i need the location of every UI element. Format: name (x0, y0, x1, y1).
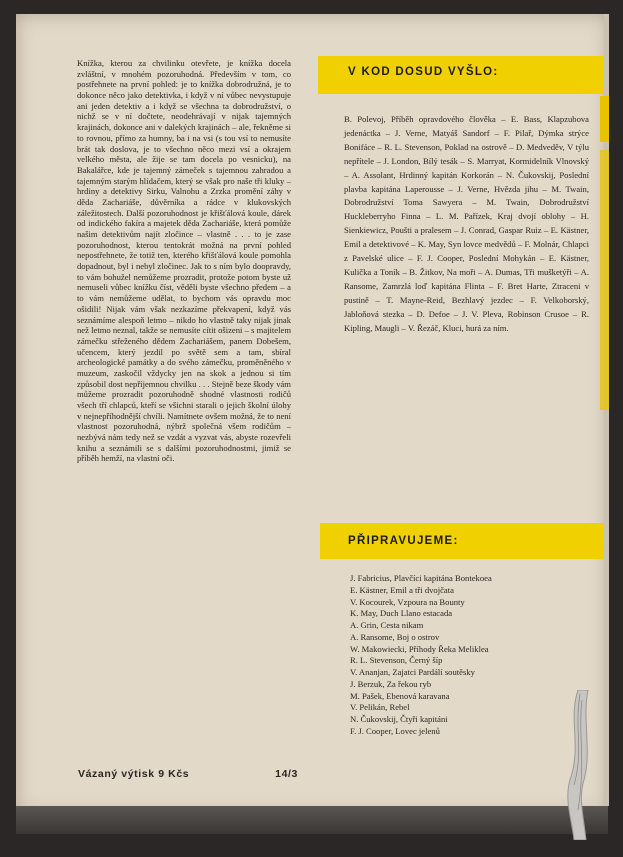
catalog-code: 14/3 (275, 768, 298, 780)
upcoming-heading: PŘIPRAVUJEME: (348, 535, 459, 547)
list-item: J. Fabricius, Plavčíci kapitána Bontekoea (350, 573, 492, 583)
yellow-tab (600, 150, 609, 410)
published-list (344, 113, 589, 336)
upcoming-list (350, 573, 595, 738)
binding-price: Vázaný výtisk 9 Kčs (78, 768, 190, 780)
list-item: R. L. Stevenson, Černý šíp (350, 655, 443, 666)
book-description (77, 58, 291, 464)
bookmark-ribbon (560, 690, 596, 840)
list-item: F. J. Cooper, Lovec jelenů (350, 725, 440, 736)
list-item: V. Kocourek, Vzpoura na Bounty (350, 596, 465, 607)
list-item: E. Kästner, Emil a tři dvojčata (350, 584, 454, 595)
list-item: A. Ransome, Boj o ostrov (350, 631, 440, 642)
list-item: V. Ananjan, Zajatci Pardálí soutěsky (350, 667, 475, 677)
list-item: K. May, Duch Llano estacada (350, 608, 453, 619)
spine-strip (16, 806, 608, 834)
price-footer (78, 768, 298, 780)
published-heading: V KOD DOSUD VYŠLO: (348, 66, 499, 78)
list-item: V. Pelikán, Rebel (350, 702, 410, 713)
list-item: M. Pašek, Ebenová karavana (350, 690, 450, 701)
upcoming-heading-banner (320, 523, 604, 559)
published-heading-banner (318, 56, 604, 94)
list-item: J. Berzuk, Za řekou ryb (350, 678, 432, 689)
list-item: W. Makowiecki, Příhody Řeka Meliklea (350, 643, 489, 654)
list-item: N. Čukovskij, Čtyři kapitáni (350, 714, 448, 724)
description-paragraph: Knížka, kterou za chvilinku otevřete, je knížka docela zvláštní, v mnohém pozoruhodná. Především v tom, co postřehnete na první pohled: je to knížka dobrodružná, je to dokonce něco jako detektivka, i když v ní vůbec nevystupuje ani jeden detektiv a i když se všechna ta dobrodružství, o nichž se v ní dočtete, neodehrávají v nijak tajemných krajinách, dokonce ani v dalekých krajinách – ale, řekněme si to rovnou, přímo za humny, ba i na vsi (s tou vsí to nemusíte brát tak doslova, je to všechno něco mezi vsí a okrajem velkého města, ale žije se tam docela po vesnicku), na Bakalářce, kde je tajemný zámeček s tajemnou zahradou a tajemným starým hlídačem, který se však pro naše tři kluky – hrdiny a detektivy Sirku, Valnohu a Zrzka promění záhy v děda Zachariáše, důvěrníka a rádce v klukovských záležitostech. Další pozoruhodnost je křišťálová koule, dárek od indického fakíra a majetek děda Zachariáše, která pomůže našim detektivům najít zločince – vlastně . . . to je zase pozoruhodnost, kterou tentokrát možná na první pohled nepostřehnete, že totiž ten, kterého křišťálová koule pomohla dopadnout, byl i nebyl zločinec. Jak to s ním bylo doopravdy, to vám bohužel nemůžeme prozradit, protože potom byste už nemuseli vůbec knížku číst, věděli byste všechno předem – a to vám nemůžeme udělat, to bychom vás opravdu moc ošidili! Nijak vám však nezkazíme překvapení, když vás seznámíme alespoň letmo – nikdo ho vlastně taky nijak jinak než letmo neznal, takže se nemusíte cítit ošizeni – s majitelem zámečku střeženého dědem Zachariášem, panem Dobešem, učencem, který jezdil po světě sem a tam, sbíral archeologické památky a do svého zámečku, proměněného v muzeum, zaskočil vždycky jen na skok a jednou si tím způsobil dost nepříjemnou chvilku . . . Stejně beze škody vám můžeme prozradit pozoruhodně shodné vlastnosti rodičů všech tří chlapců, kteří se všichni starali o jejich školní úlohy v nejnepříhodnější chvíli. Namítnete ovšem možná, že to není vlastnost pozoruhodná, nýbrž společná všem rodičům – nezbývá nám tedy než se vzdát a vyzvat vás, abyste rozevřeli knihu a seznámili se s dalšími pozoruhodnostmi, jimiž se příběh hemží, na vlastní oči. (77, 58, 291, 464)
published-text: B. Polevoj, Příběh opravdového člověka – E. Bass, Klapzubova jedenáctka – J. Verne, Matyáš Sandorf – F. Pilař, Dýmka strýce Bonifáce – R. L. Stevenson, Poklad na ostrově – D. Medveděv, V týlu nepřítele – J. London, Bílý tesák – S. Marryat, Kormidelník Vlnovský – A. Assolant, Hrdinný kapitán Korkorán – N. Čukovskij, Poslední plavba kapitána Laperousse – J. Verne, Hvězda jihu – M. Twain, Dobrodružství Toma Sawyera – M. Twain, Dobrodružství Huckleberryho Finna – L. M. Pařízek, Kraj dvojí oblohy – H. Sienkiewicz, Poušti a pralesem – J. Conrad, Gaspar Ruiz – E. Kästner, Emil a detektivové – K. May, Syn lovce medvědů – F. Molnár, Chlapci z Pavelské ulice – F. J. Cooper, Poslední Mohykán – E. Kästner, Kulička a Toník – B. Žitkov, Na moři – A. Dumas, Tři mušketýři – A. Ransome, Zamrzlá loď kapitána Flinta – F. Bret Harte, Ztraceni v pustině – T. Mayne-Reid, Bezhlavý jezdec – F. Velkoborský, Jabloňová stezka – D. Defoe – J. V. Pleva, Robinson Crusoe – R. Kipling, Maugli – V. Řezáč, Kluci, hurá za ním. (344, 114, 589, 333)
list-item: A. Grin, Cesta nikam (350, 620, 424, 630)
yellow-tab (600, 96, 609, 142)
